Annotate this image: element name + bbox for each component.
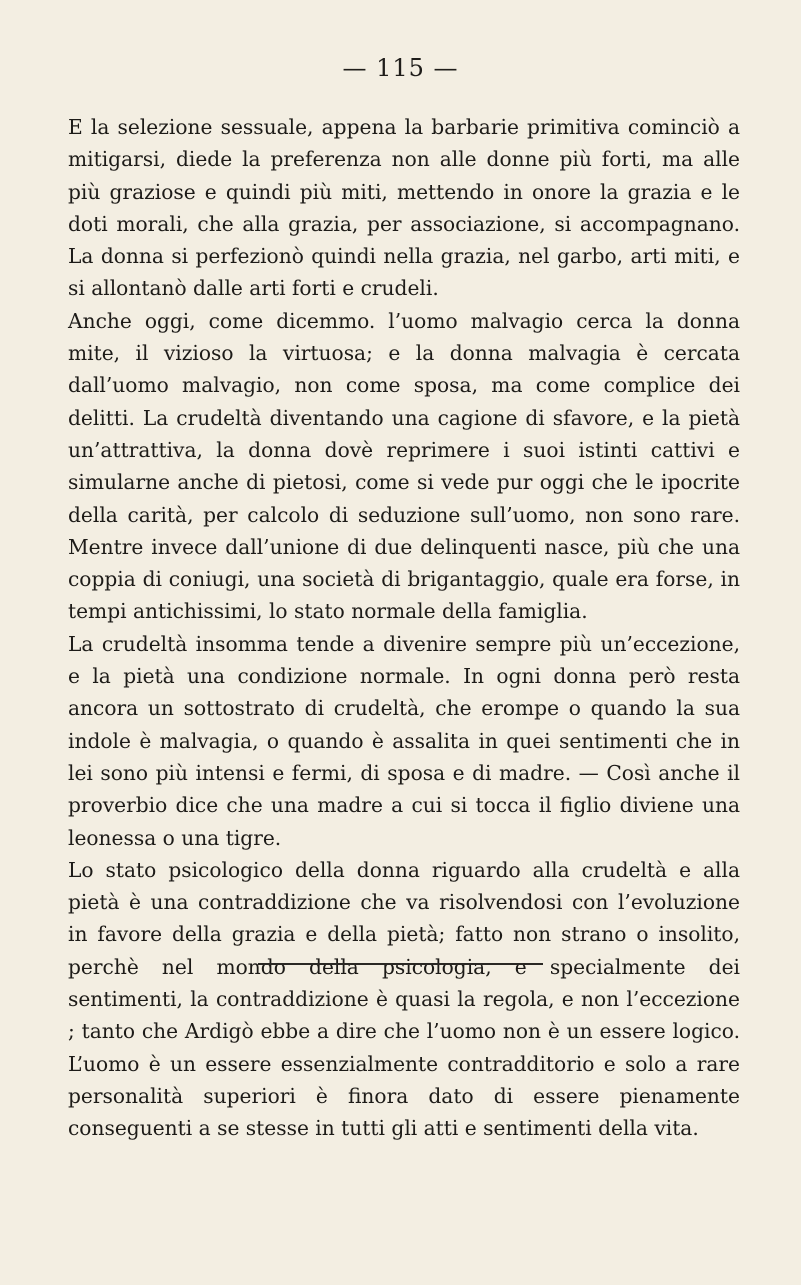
paragraph-1: E la selezione sessuale, appena la barbarie primitiva cominciò a mitigarsi, diede la preferenza non alle donne più forti, ma alle più graziose e quindi più miti, mettendo in onore la grazia e le doti morali, che alla grazia, per associazione, si accompagnano. La donna si perfezionò quindi nella grazia, nel garbo, arti miti, e si allontanò dalle arti forti e crudeli. xyxy=(68,115,740,301)
body-text xyxy=(68,111,740,1145)
page-number: — 115 — xyxy=(342,54,459,82)
end-rule xyxy=(258,963,543,965)
paragraph-3: La crudeltà insomma tende a divenire sempre più un’eccezione, e la pietà una condizione normale. In ogni donna però resta ancora un sottostrato di crudeltà, che erompe o quando la sua indole è malvagia, o quando è assalita in quei sentimenti che in lei sono più intensi e fermi, di sposa e di madre. — Così anche il proverbio dice che una madre a cui si tocca il figlio diviene una leonessa o una tigre. xyxy=(68,631,740,850)
paragraph-4: Lo stato psicologico della donna riguardo alla crudeltà e alla pietà è una contraddizione che va risolvendosi con l’evoluzione in favore della grazia e della pietà; fatto non strano o insolito, perchè nel mondo della psicologia, e specialmente dei sentimenti, la contraddizione è quasi la regola, e non l’eccezione ; tanto che Ardigò ebbe a dire che l’uomo non è un essere logico. L’uomo è un essere essenzialmente contradditorio e solo a rare personalità superiori è finora dato di essere pienamente conseguenti a se stesse in tutti gli atti e sentimenti della vita. xyxy=(68,857,740,1141)
paragraph-2: Anche oggi, come dicemmo. l’uomo malvagio cerca la donna mite, il vizioso la virtuosa; e la donna malvagia è cercata dall’uomo malvagio, non come sposa, ma come complice dei delitti. La crudeltà diventando una cagione di sfavore, e la pietà un’attrattiva, la donna dovè reprimere i suoi istinti cattivi e simularne anche di pietosi, come si vede pur oggi che le ipocrite della carità, per calcolo di seduzione sull’uomo, non sono rare. Mentre invece dall’unione di due delinquenti nasce, più che una coppia di coniugi, una società di brigantaggio, quale era forse, in tempi antichissimi, lo stato normale della famiglia. xyxy=(68,308,740,624)
